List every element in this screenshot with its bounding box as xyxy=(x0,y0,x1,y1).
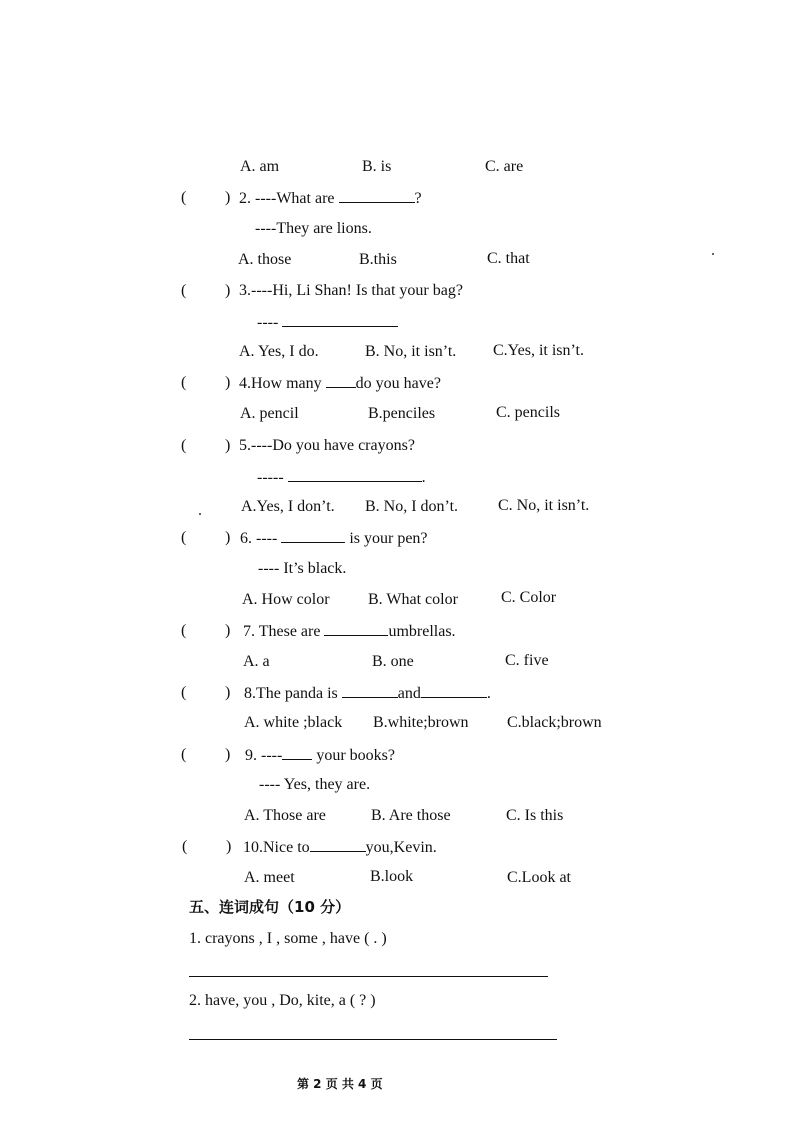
q6-option-a: A. How color xyxy=(242,591,330,608)
answer-paren-open: ( xyxy=(182,838,188,855)
answer-line xyxy=(189,976,548,977)
q8-option-c: C.black;brown xyxy=(507,714,602,731)
q5-option-a: A.Yes, I don’t. xyxy=(241,498,335,515)
q4-option-c: C. pencils xyxy=(496,404,560,421)
q10-option-c: C.Look at xyxy=(507,869,571,886)
q9-option-c: C. Is this xyxy=(506,807,564,824)
answer-paren-close: ) xyxy=(225,437,231,454)
answer-paren-close: ) xyxy=(225,189,231,206)
q8-option-a: A. white ;black xyxy=(244,714,343,731)
question-4-stem: 4.How many do you have? xyxy=(239,375,441,392)
question-2-reply: ----They are lions. xyxy=(255,220,372,237)
answer-paren-open: ( xyxy=(181,374,187,391)
question-3-reply: ---- xyxy=(257,312,398,333)
question-7-stem: 7. These are umbrellas. xyxy=(243,623,456,640)
q4-option-a: A. pencil xyxy=(240,405,299,422)
q5-option-b: B. No, I don’t. xyxy=(365,498,459,515)
answer-blank xyxy=(339,188,415,203)
answer-blank xyxy=(310,837,366,852)
answer-blank xyxy=(282,312,398,327)
q9-option-b: B. Are those xyxy=(371,807,451,824)
q3-option-a: A. Yes, I do. xyxy=(239,343,319,360)
q2-option-a: A. those xyxy=(238,251,292,268)
q2-option-c: C. that xyxy=(487,250,530,267)
answer-blank xyxy=(281,528,345,543)
q1-option-c: C. are xyxy=(485,158,524,175)
answer-paren-close: ) xyxy=(225,282,231,299)
answer-paren-close: ) xyxy=(225,529,231,546)
answer-paren-open: ( xyxy=(181,282,187,299)
q1-option-b: B. is xyxy=(362,158,392,175)
page-footer: 第 2 页 共 4 页 xyxy=(297,1077,383,1091)
q1-option-a: A. am xyxy=(240,158,280,175)
q6-option-c: C. Color xyxy=(501,589,557,606)
question-9-reply: ---- Yes, they are. xyxy=(259,776,371,793)
answer-paren-open: ( xyxy=(181,529,187,546)
question-6-stem: 6. ---- is your pen? xyxy=(240,530,428,547)
sentence-1-words: 1. crayons , I , some , have ( . ) xyxy=(189,930,387,947)
answer-paren-close: ) xyxy=(226,838,232,855)
q10-option-a: A. meet xyxy=(244,869,295,886)
answer-paren-open: ( xyxy=(181,684,187,701)
q3-option-b: B. No, it isn’t. xyxy=(365,343,457,360)
answer-blank xyxy=(342,683,398,698)
answer-blank xyxy=(324,621,388,636)
q10-option-b: B.look xyxy=(370,868,414,885)
sentence-2-words: 2. have, you , Do, kite, a ( ? ) xyxy=(189,992,376,1009)
q7-option-a: A. a xyxy=(243,653,270,670)
answer-blank xyxy=(326,373,356,388)
answer-paren-open: ( xyxy=(181,189,187,206)
answer-blank xyxy=(288,467,422,482)
q6-option-b: B. What color xyxy=(368,591,458,608)
answer-paren-close: ) xyxy=(225,684,231,701)
scan-speck xyxy=(199,513,201,515)
answer-paren-close: ) xyxy=(225,746,231,763)
question-2-stem: 2. ----What are ? xyxy=(239,190,422,207)
q5-option-c: C. No, it isn’t. xyxy=(498,497,590,514)
answer-paren-open: ( xyxy=(181,622,187,639)
q4-option-b: B.penciles xyxy=(368,405,436,422)
question-5-reply: ----- . xyxy=(257,469,426,486)
q7-option-b: B. one xyxy=(372,653,414,670)
question-8-stem: 8.The panda is and . xyxy=(244,685,491,702)
answer-blank xyxy=(421,683,487,698)
answer-line xyxy=(189,1039,557,1040)
question-5-stem: 5.----Do you have crayons? xyxy=(239,437,415,454)
q7-option-c: C. five xyxy=(505,652,549,669)
answer-paren-close: ) xyxy=(225,374,231,391)
answer-paren-open: ( xyxy=(181,746,187,763)
question-6-reply: ---- It’s black. xyxy=(258,560,347,577)
question-9-stem: 9. ---- your books? xyxy=(245,747,395,764)
answer-paren-open: ( xyxy=(181,437,187,454)
scan-speck xyxy=(712,253,714,255)
answer-paren-close: ) xyxy=(225,622,231,639)
q3-option-c: C.Yes, it isn’t. xyxy=(493,342,584,359)
q9-option-a: A. Those are xyxy=(244,807,326,824)
question-3-stem: 3.----Hi, Li Shan! Is that your bag? xyxy=(239,282,463,299)
section-5-heading: 五、连词成句（10 分） xyxy=(189,898,351,916)
question-10-stem: 10.Nice to you,Kevin. xyxy=(243,839,437,856)
q8-option-b: B.white;brown xyxy=(373,714,469,731)
q2-option-b: B.this xyxy=(359,251,397,268)
answer-blank xyxy=(282,745,312,760)
